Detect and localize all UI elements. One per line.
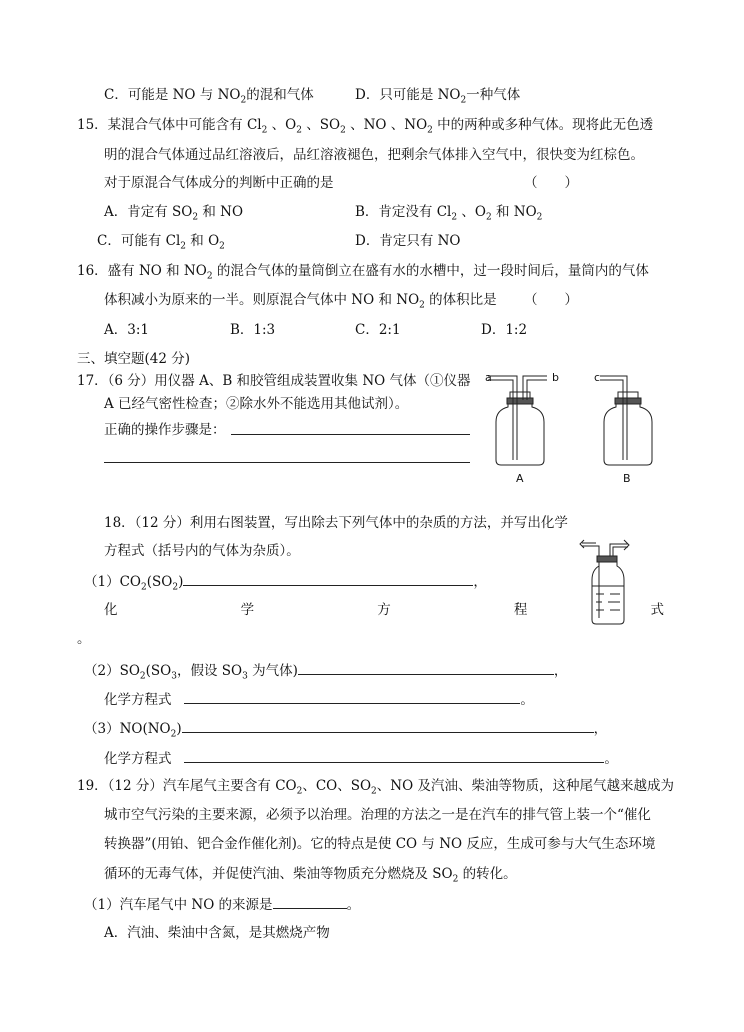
q15-option-c: C．可能有 $Cl_2$ 和 $O_2$	[97, 233, 225, 252]
q15-stem-line1: 15．某混合气体中可能含有 $Cl_2$ 、$O_2$ 、$SO_2$ 、NO 、$NO_2$ 中的两种或多种气体。现将此无色透	[77, 117, 654, 136]
q15-option-a: A．肯定有 $SO_2$ 和 NO	[104, 204, 244, 223]
q18-part3-equation: 化学方程式 。	[104, 748, 618, 768]
q19-line3: 转换器”(用铂、钯合金作催化剂)。它的特点是使 CO 与 NO 反应，生成可参与大气生态环境	[104, 836, 656, 852]
figure-label-bottle-b: B	[623, 472, 631, 485]
q15-stem-line3: 对于原混合气体成分的判断中正确的是	[104, 175, 334, 191]
figure-label-a: a	[485, 371, 492, 384]
q18-part1-equation-label: 化 学 方 程 式	[104, 602, 664, 618]
q16-answer-paren: （ ）	[524, 292, 578, 308]
q18-part3-equation-blank[interactable]	[184, 748, 604, 763]
section-heading: 三、填空题(42 分)	[77, 351, 191, 367]
q19-option-a: A．汽油、柴油中含氮，是其燃烧产物	[104, 925, 330, 941]
q19-part1: （1）汽车尾气中 NO 的来源是 。	[84, 894, 360, 914]
q18-part3: $(3)NO(NO_2)$ ，	[84, 718, 607, 738]
q18-line1: 18．（12 分）利用右图装置，写出除去下列气体中的杂质的方法，并写出化学	[104, 515, 568, 531]
q17-answer-blank-1[interactable]	[231, 420, 470, 435]
q15-option-b: B．肯定没有 $Cl_2$ 、$O_2$ 和 $NO_2$	[355, 204, 543, 223]
q18-line2: 方程式（括号内的气体为杂质）。	[104, 543, 300, 559]
q19-line1: 19．（12 分）汽车尾气主要含有 $CO_2$、CO、$SO_2$、NO 及汽油、柴油等物质，这种尾气越来越成为	[77, 778, 674, 797]
q16-option-a: A．3:1	[104, 322, 149, 338]
q16-option-b: B．1:3	[230, 322, 276, 338]
q15-option-d: D．肯定只有 NO	[355, 233, 461, 249]
q18-part2-equation: 化学方程式 。	[104, 689, 534, 709]
figure-label-b: b	[552, 371, 559, 384]
q15-stem-line2: 明的混合气体通过品红溶液后，品红溶液褪色，把剩余气体排入空气中，很快变为红棕色。	[104, 147, 644, 163]
q16-option-c: C．2:1	[355, 322, 401, 338]
q17-answer-blank-2[interactable]	[104, 448, 470, 463]
q14-option-c: C．可能是 NO 与 $NO_2$的混和气体	[104, 87, 314, 106]
q14-option-d: D．只可能是 $NO_2$一种气体	[355, 87, 521, 106]
bottle-a	[488, 376, 547, 465]
q16-stem-line2: 体积减小为原来的一半。则原混合气体中 NO 和 $NO_2$ 的体积比是	[104, 292, 497, 311]
bottle-b	[600, 376, 652, 465]
q19-line4: 循环的无毒气体，并促使汽油、柴油等物质充分燃烧及 $SO_2$ 的转化。	[104, 866, 517, 885]
q15-answer-paren: （ ）	[524, 175, 578, 191]
q16-option-d: D．1:2	[481, 322, 528, 338]
q18-part1-blank[interactable]	[183, 571, 473, 586]
figure-label-bottle-a: A	[516, 472, 524, 485]
q18-part1: $(1)CO_2(SO_2)$ ，	[84, 571, 487, 591]
q18-part2: $(2)SO_2(SO_3$，假设 $SO_3$ 为气体) ，	[84, 660, 567, 680]
q18-part3-blank[interactable]	[182, 718, 594, 733]
figure-label-c: c	[594, 371, 601, 384]
q18-part1-period: 。	[77, 631, 91, 647]
q17-line1: 17．（6 分）用仪器 A、B 和胶管组成装置收集 NO 气体（①仪器	[77, 373, 471, 389]
q19-line2: 城市空气污染的主要来源，必须予以治理。治理的方法之一是在汽车的排气管上装一个“催化	[104, 807, 651, 823]
q18-part2-equation-blank[interactable]	[184, 689, 520, 704]
q19-part1-blank[interactable]	[273, 894, 347, 909]
q16-stem-line1: 16．盛有 NO 和 $NO_2$ 的混合气体的量筒倒立在盛有水的水槽中，过一段时间后，量筒内的气体	[77, 263, 649, 282]
q17-apparatus-figure	[480, 370, 680, 490]
q17-line3: 正确的操作步骤是：	[104, 422, 226, 438]
q18-part2-blank[interactable]	[298, 660, 554, 675]
q17-line2: A 已经气密性检查；②除水外不能选用其他试剂）。	[104, 396, 409, 412]
